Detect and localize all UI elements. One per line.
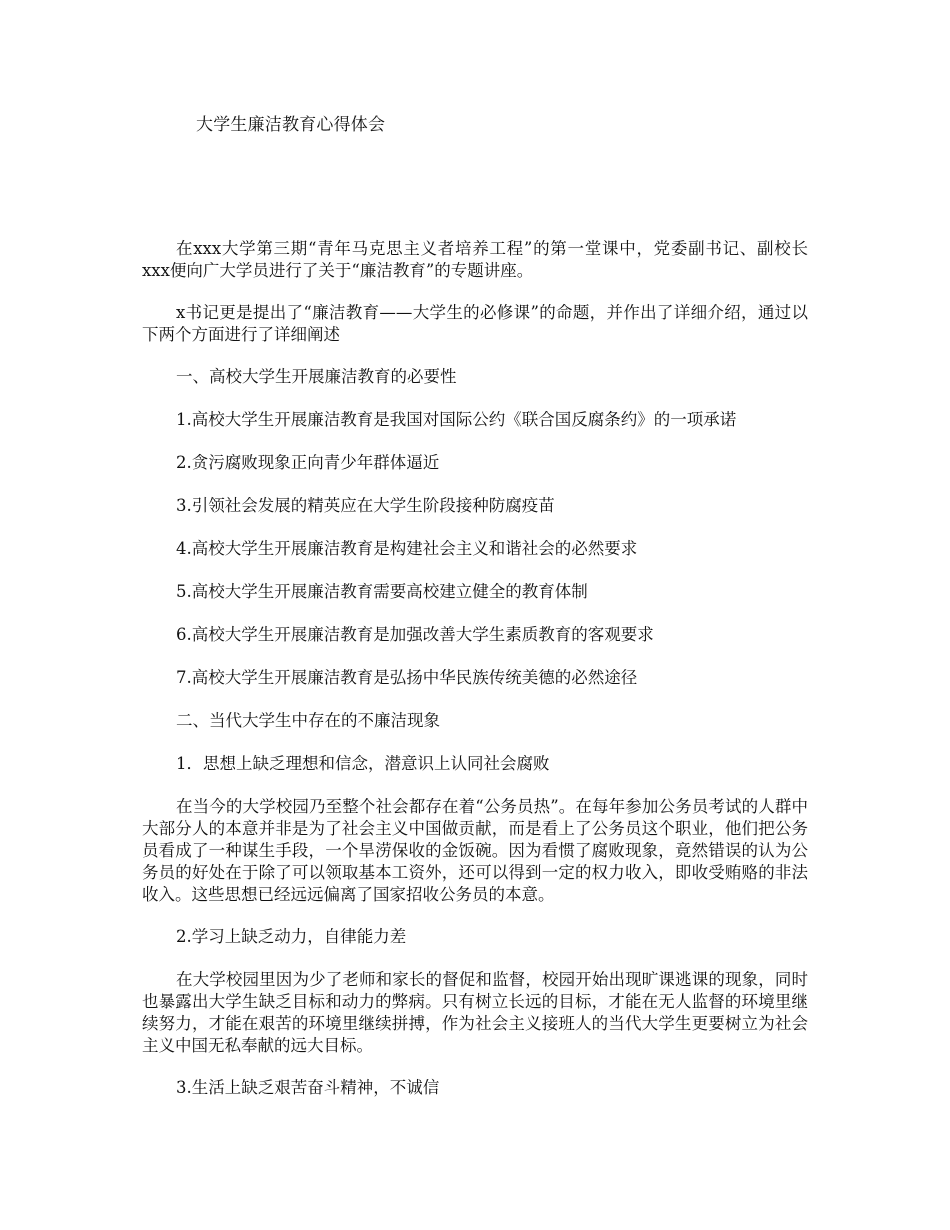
list-item: 1.高校大学生开展廉洁教育是我国对国际公约《联合国反腐条约》的一项承诺 [176, 410, 737, 429]
list-item: 5.高校大学生开展廉洁教育需要高校建立健全的教育体制 [176, 582, 588, 601]
paragraph-summary: x书记更是提出了“廉洁教育——大学生的必修课”的命题，并作出了详细介绍，通过以下两个方面进行了详细阐述 [142, 303, 808, 344]
list-item: 3.引领社会发展的精英应在大学生阶段接种防腐疫苗 [176, 496, 555, 515]
list-item: 4.高校大学生开展廉洁教育是构建社会主义和谐社会的必然要求 [176, 539, 638, 558]
document-body [142, 238, 808, 1120]
document-title: 大学生廉洁教育心得体会 [196, 115, 386, 135]
subheading: 1．思想上缺乏理想和信念，潜意识上认同社会腐败 [176, 754, 550, 773]
body-paragraph: 在大学校园里因为少了老师和家长的督促和监督，校园开始出现旷课逃课的现象，同时也暴露出大学生缺乏目标和动力的弊病。只有树立长远的目标，才能在无人监督的环境里继续努力，才能在艰苦的环境里继续拼搏，作为社会主义接班人的当代大学生更要树立为社会主义中国无私奉献的远大目标。 [142, 970, 808, 1055]
body-paragraph: 在当今的大学校园乃至整个社会都存在着“公务员热”。在每年参加公务员考试的人群中大部分人的本意并非是为了社会主义中国做贡献，而是看上了公务员这个职业，他们把公务员看成了一种谋生手段，一个旱涝保收的金饭碗。因为看惯了腐败现象，竟然错误的认为公务员的好处在于除了可以领取基本工资外，还可以得到一定的权力收入，即收受贿赂的非法收入。这些思想已经远远偏离了国家招收公务员的本意。 [142, 797, 808, 904]
section-heading-2: 二、当代大学生中存在的不廉洁现象 [176, 711, 440, 730]
subheading: 2.学习上缺乏动力，自律能力差 [176, 927, 407, 946]
paragraph-intro: 在xxx大学第三期“青年马克思主义者培养工程”的第一堂课中，党委副书记、副校长xxx便向广大学员进行了关于“廉洁教育”的专题讲座。 [142, 239, 808, 280]
section-heading-1: 一、高校大学生开展廉洁教育的必要性 [176, 367, 457, 386]
list-item: 6.高校大学生开展廉洁教育是加强改善大学生素质教育的客观要求 [176, 625, 654, 644]
list-item: 2.贪污腐败现象正向青少年群体逼近 [176, 453, 440, 472]
subheading: 3.生活上缺乏艰苦奋斗精神，不诚信 [176, 1078, 440, 1097]
list-item: 7.高校大学生开展廉洁教育是弘扬中华民族传统美德的必然途径 [176, 668, 638, 687]
